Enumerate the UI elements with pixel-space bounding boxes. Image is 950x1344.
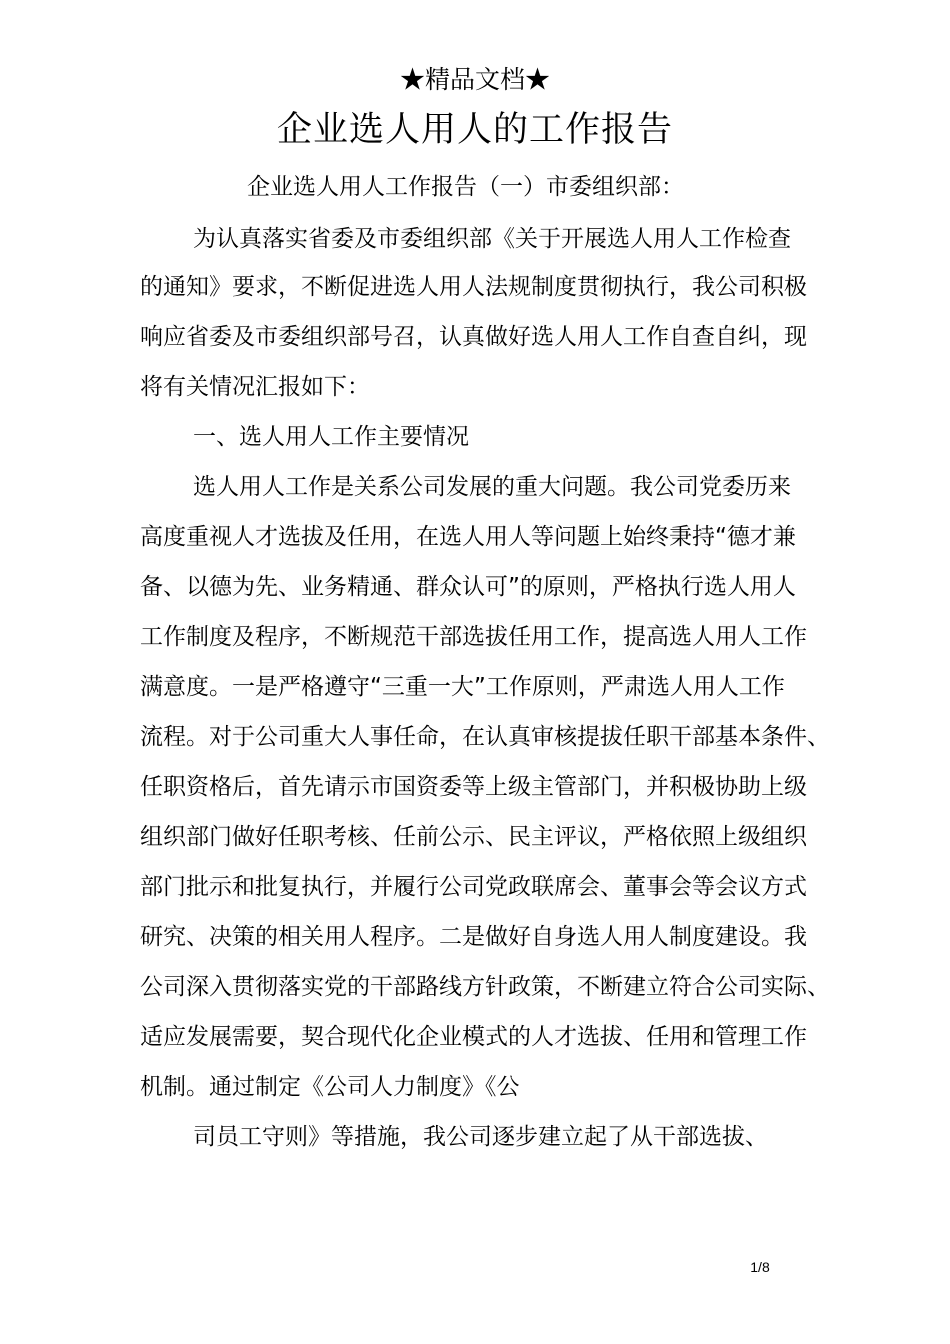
paragraph-line: 高度重视人才选拔及任用，在选人用人等问题上始终秉持“德才兼 [140, 524, 796, 550]
paragraph-line: 将有关情况汇报如下： [140, 374, 370, 400]
paragraph-line: 部门批示和批复执行，并履行公司党政联席会、董事会等会议方式 [140, 874, 807, 900]
paragraph-line: 任职资格后，首先请示市国资委等上级主管部门，并积极协助上级 [140, 774, 807, 800]
paragraph-line: 为认真落实省委及市委组织部《关于开展选人用人工作检查 [193, 226, 791, 252]
paragraph-line: 选人用人工作是关系公司发展的重大问题。我公司党委历来 [193, 474, 791, 500]
section-heading: 一、选人用人工作主要情况 [193, 424, 469, 450]
paragraph-line: 公司深入贯彻落实党的干部路线方针政策，不断建立符合公司实际、 [140, 974, 830, 1000]
page-number: 1/8 [750, 1259, 770, 1275]
paragraph-line: 的通知》要求，不断促进选人用人法规制度贯彻执行，我公司积极 [140, 274, 807, 300]
paragraph-line: 响应省委及市委组织部号召，认真做好选人用人工作自查自纠，现 [140, 324, 807, 350]
document-title: 企业选人用人的工作报告 [276, 110, 673, 150]
paragraph-line: 适应发展需要，契合现代化企业模式的人才选拔、任用和管理工作 [140, 1024, 807, 1050]
paragraph-line: 流程。对于公司重大人事任命，在认真审核提拔任职干部基本条件、 [140, 724, 830, 750]
subtitle-line: 企业选人用人工作报告（一）市委组织部： [247, 174, 684, 200]
paragraph-line: 工作制度及程序，不断规范干部选拔任用工作，提高选人用人工作 [140, 624, 807, 650]
quality-document-mark: ★精品文档★ [399, 65, 550, 94]
paragraph-line: 满意度。一是严格遵守“三重一大”工作原则，严肃选人用人工作 [140, 674, 785, 700]
paragraph-line: 组织部门做好任职考核、任前公示、民主评议，严格依照上级组织 [140, 824, 807, 850]
paragraph-line: 研究、决策的相关用人程序。二是做好自身选人用人制度建设。我 [140, 924, 807, 950]
paragraph-line: 司员工守则》等措施，我公司逐步建立起了从干部选拔、 [193, 1124, 768, 1150]
paragraph-line: 机制。通过制定《公司人力制度》《公 [140, 1074, 520, 1100]
paragraph-line: 备、以德为先、业务精通、群众认可”的原则，严格执行选人用人 [140, 574, 796, 600]
